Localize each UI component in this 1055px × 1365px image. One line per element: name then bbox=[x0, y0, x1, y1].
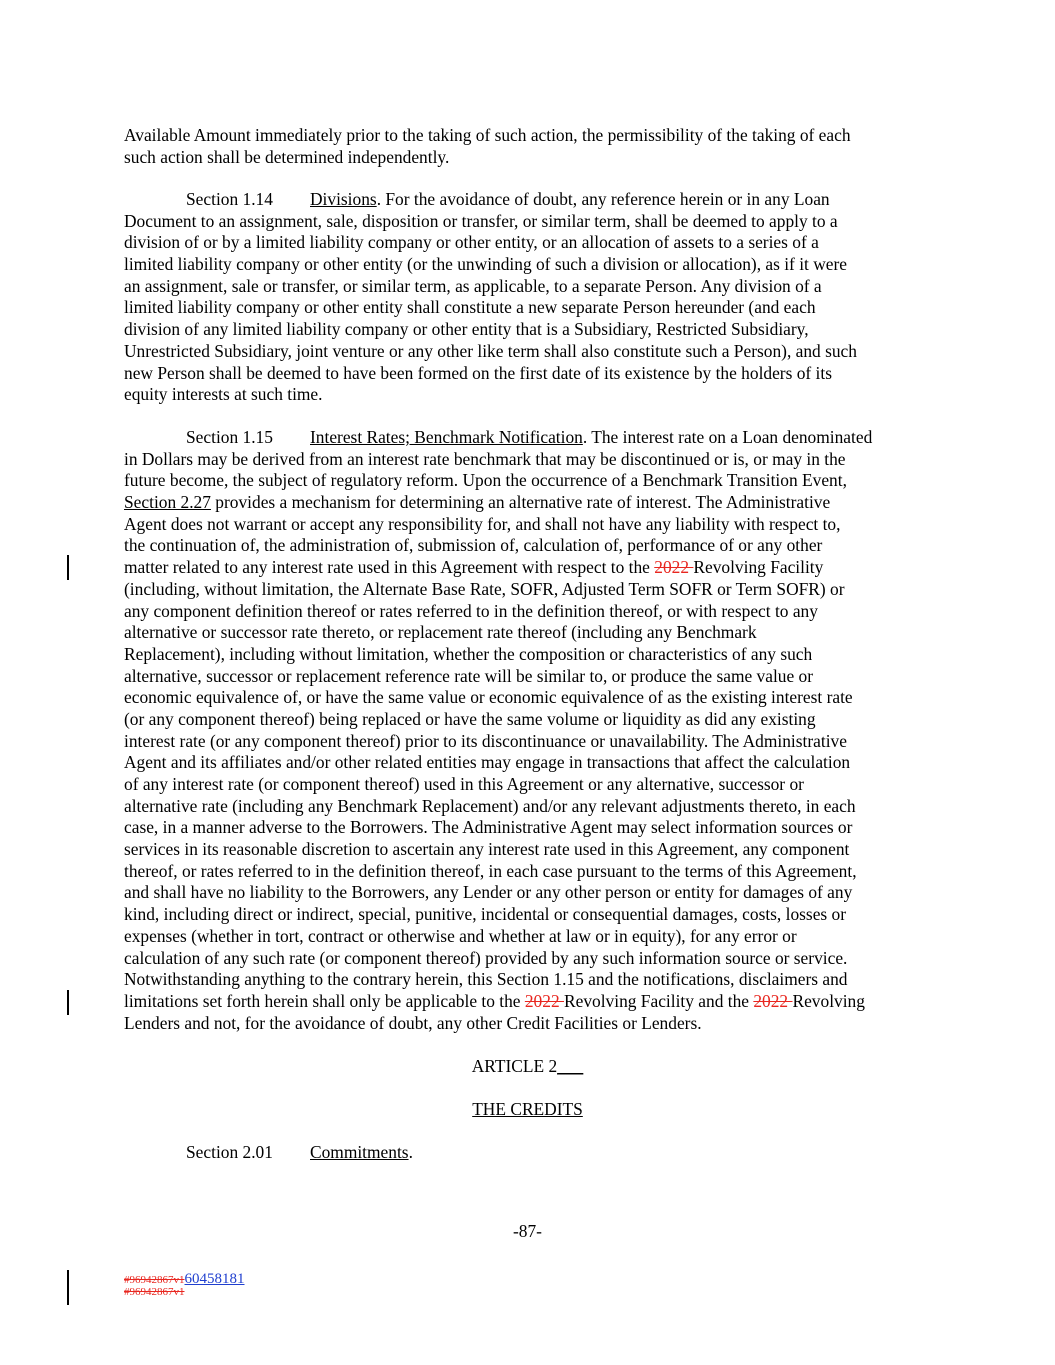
page-number: -87- bbox=[513, 1221, 542, 1241]
text-run: limitations set forth herein shall only be applicable to the bbox=[124, 990, 525, 1011]
text-line: equity interests at such time. bbox=[124, 384, 323, 405]
article-title bbox=[0, 1099, 1055, 1120]
text-line: Notwithstanding anything to the contrary herein, this Section 1.15 and the notifications, disclaimers and bbox=[124, 969, 848, 990]
text-line: Agent does not warrant or accept any responsibility for, and shall not have any liability with respect to, bbox=[124, 513, 841, 534]
section-number: Section 1.14 bbox=[186, 189, 273, 209]
text-line: Document to an assignment, sale, disposition or transfer, or similar term, shall be deemed to apply to a bbox=[124, 210, 838, 231]
section-title: Interest Rates; Benchmark Notification bbox=[310, 427, 583, 447]
old-document-id-2: #96942867v1 bbox=[124, 1286, 185, 1298]
deleted-text: 2022 bbox=[524, 990, 564, 1011]
text-line: alternative rate (including any Benchmark Replacement) and/or any relevant adjustments thereto, in each bbox=[124, 795, 856, 816]
section-2-01 bbox=[124, 1142, 934, 1164]
text-line: economic equivalence of, or have the same value or economic equivalence of as the existing interest rate bbox=[124, 687, 853, 708]
article-blank: ___ bbox=[557, 1056, 584, 1076]
text-line: an assignment, sale or transfer, or similar term, as applicable, to a separate Person. Any division of a bbox=[124, 275, 822, 296]
text-line: and shall have no liability to the Borrowers, any Lender or any other person or entity for damages of any bbox=[124, 882, 853, 903]
text-line: new Person shall be deemed to have been formed on the first date of its existence by the holders of its bbox=[124, 362, 832, 383]
article-number: ARTICLE 2 bbox=[471, 1056, 558, 1076]
text-line: (or any component thereof) being replaced or have the same volume or liquidity as did any existing bbox=[124, 708, 816, 729]
text-line: division of or by a limited liability company or other entity, or an allocation of assets to a series of a bbox=[124, 232, 819, 253]
text-line: of any interest rate (or component thereof) used in this Agreement or any alternative, successor or bbox=[124, 774, 804, 794]
text-line: limited liability company or other entity shall constitute a new separate Person hereunder (and each bbox=[124, 297, 816, 318]
text-line: alternative or successor rate thereto, or replacement rate thereof (including any Benchmark bbox=[124, 622, 757, 643]
text-run: provides a mechanism for determining an alternative rate of interest. The Administrative bbox=[210, 492, 831, 513]
text-line: kind, including direct or indirect, special, punitive, incidental or consequential damages, costs, losses or bbox=[124, 904, 847, 925]
text-line: services in its reasonable discretion to ascertain any interest rate used in this Agreement, any component bbox=[124, 839, 850, 860]
article-title-text: THE CREDITS bbox=[472, 1099, 583, 1119]
change-bar bbox=[67, 990, 69, 1015]
text-line: Replacement), including without limitation, whether the composition or characteristics of any such bbox=[124, 643, 813, 664]
text-line: limited liability company or other entity (or the unwinding of such a division or allocation), as if it were bbox=[124, 254, 847, 275]
section-number: Section 1.15 bbox=[186, 427, 273, 447]
footer-document-ids bbox=[124, 1273, 245, 1298]
deleted-text: 2022 bbox=[753, 990, 793, 1011]
text-line: case, in a manner adverse to the Borrowers. The Administrative Agent may select information sources or bbox=[124, 817, 853, 838]
change-bar bbox=[67, 1270, 69, 1305]
section-title: Commitments bbox=[310, 1142, 409, 1162]
text-run: Revolving Facility bbox=[693, 557, 824, 578]
text-line: alternative, successor or replacement reference rate will be similar to, or produce the same value or bbox=[124, 665, 814, 686]
text-line: (including, without limitation, the Alternate Base Rate, SOFR, Adjusted Term SOFR or Term SOFR) or bbox=[124, 578, 845, 599]
text-run: Revolving bbox=[792, 990, 865, 1011]
text-line: expenses (whether in tort, contract or otherwise and whether at law or in equity), for any error or bbox=[124, 925, 797, 946]
old-document-id: #96942867v1 bbox=[124, 1274, 185, 1286]
text-line: future become, the subject of regulatory reform. Upon the occurrence of a Benchmark Transition Event, bbox=[124, 470, 847, 491]
section-2-27-reference[interactable]: Section 2.27 bbox=[124, 492, 211, 513]
text-line: the continuation of, the administration of, submission of, calculation of, performance of or any other bbox=[124, 535, 823, 556]
text-line: such action shall be determined independently. bbox=[124, 146, 450, 167]
section-number: Section 2.01 bbox=[186, 1142, 273, 1162]
section-title: Divisions bbox=[310, 189, 377, 209]
change-bar bbox=[67, 555, 69, 580]
text-line: division of any limited liability company or other entity that is a Subsidiary, Restricted Subsidiary, bbox=[124, 319, 809, 340]
text-run: Revolving Facility and the bbox=[564, 990, 754, 1011]
text-line: calculation of any such rate (or component thereof) provided by any such information source or service. bbox=[124, 947, 848, 968]
continuation-paragraph bbox=[124, 125, 934, 168]
text-line: in Dollars may be derived from an interest rate benchmark that may be discontinued or is, or may in the bbox=[124, 448, 846, 469]
deleted-text: 2022 bbox=[654, 557, 694, 578]
text-line: Lenders and not, for the avoidance of doubt, any other Credit Facilities or Lenders. bbox=[124, 1012, 702, 1033]
text-run: . The interest rate on a Loan denominated bbox=[582, 427, 873, 447]
article-heading bbox=[0, 1056, 1055, 1077]
text-line: Unrestricted Subsidiary, joint venture or any other like term shall also constitute such a Person), and such bbox=[124, 340, 857, 361]
text-line: interest rate (or any component thereof) prior to its discontinuance or unavailability. The Administrative bbox=[124, 730, 847, 751]
text-line: Available Amount immediately prior to the taking of such action, the permissibility of the taking of each bbox=[124, 125, 851, 145]
text-run: . For the avoidance of doubt, any reference herein or in any Loan bbox=[376, 189, 830, 209]
text-run: matter related to any interest rate used in this Agreement with respect to the bbox=[124, 557, 655, 578]
section-1-15 bbox=[124, 427, 934, 1034]
text-line: Agent and its affiliates and/or other related entities may engage in transactions that affect the calculation bbox=[124, 752, 851, 773]
new-document-id: 60458181 bbox=[184, 1271, 245, 1287]
section-1-14 bbox=[124, 189, 934, 406]
text-line: thereof, or rates referred to in the definition thereof, in each case pursuant to the terms of this Agreement, bbox=[124, 860, 857, 881]
text-line: any component definition thereof or rates referred to in the definition thereof, or with respect to any bbox=[124, 600, 818, 621]
text-run: . bbox=[408, 1142, 413, 1162]
